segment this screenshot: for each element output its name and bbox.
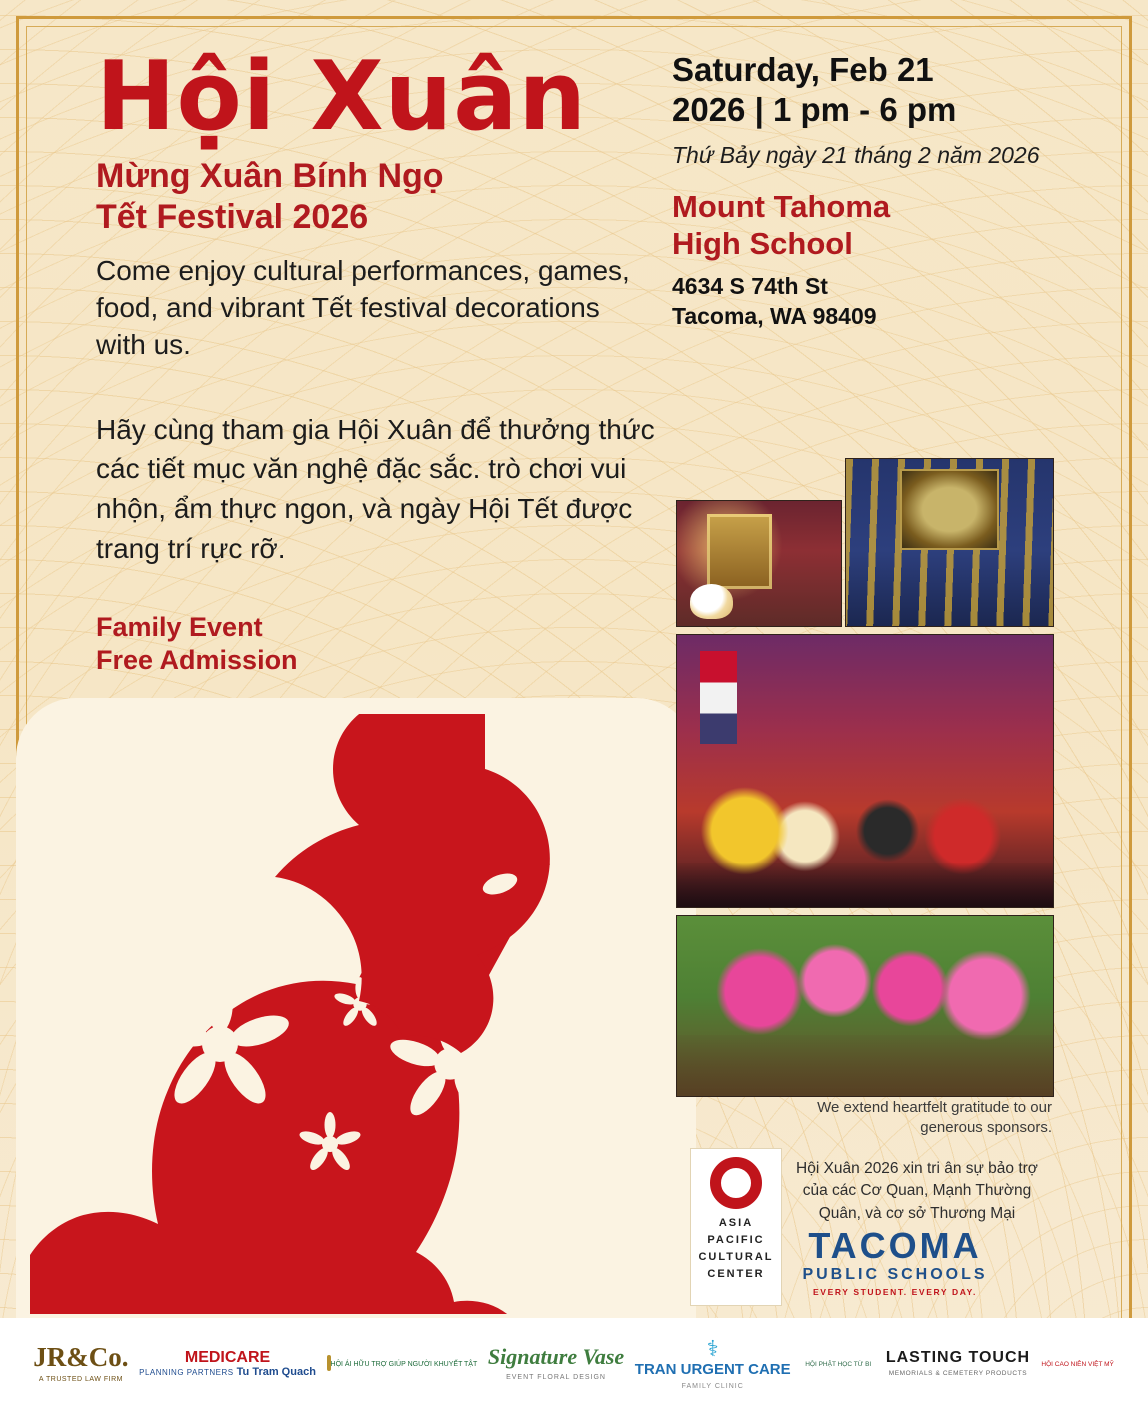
apcc-line-1: ASIA [718,1217,754,1229]
fan-dance-photo [676,915,1054,1097]
sponsor-thanks-english: We extend heartfelt gratitude to our generous sponsors. [817,1099,1052,1137]
lion-dance-stage-photo [676,634,1054,908]
sponsor-7-caption: MEMORIALS & CEMETERY PRODUCTS [888,1370,1028,1378]
sponsor-logo-tran-urgent-care [635,1336,791,1392]
sponsor-thanks-vietnamese: Hội Xuân 2026 xin tri ân sự bảo trợ của các Cơ Quan, Mạnh Thường Quân, và cơ sở Thương Mại [796,1160,1038,1222]
admission-note [96,611,666,679]
apcc-line-3: CULTURAL [698,1251,774,1264]
poster-left-column [96,42,666,678]
sponsor-3-caption: HỘI ÁI HỮU TRỢ GIÚP NGƯỜI KHUYẾT TẬT [330,1361,478,1369]
tacoma-public-schools-logo [800,1225,990,1297]
apcc-line-2: PACIFIC [707,1234,765,1247]
tacoma-tagline: EVERY STUDENT. EVERY DAY. [813,1287,977,1297]
sponsor-4-mark: Signature Vase [487,1344,625,1370]
sponsor-logo-jrco [33,1343,128,1386]
address-line-1: 4634 S 74th St [672,273,828,300]
subtitle-line-1: Mừng Xuân Bính Ngọ [96,156,444,195]
page-title: Hội Xuân [96,42,588,152]
apcc-ring-icon [710,1157,762,1209]
venue-line-2: High School [672,226,853,262]
tacoma-name: TACOMA [808,1225,982,1266]
sponsor-logo-lasting-touch [886,1349,1030,1380]
sponsor-logo-hoi-phat-hoc [801,1357,875,1370]
subtitle-line-2: Tết Festival 2026 [96,198,369,237]
free-admission-label: Free Admission [96,645,298,676]
tacoma-subtitle: PUBLIC SCHOOLS [802,1266,988,1283]
sponsor-logo-medicare-planning-partners [139,1349,316,1380]
apcc-line-4: CENTER [707,1268,765,1281]
sponsor-1-caption: A TRUSTED LAW FIRM [38,1376,123,1384]
event-date [672,50,1052,129]
event-date-line-1: Saturday, Feb 21 [672,51,934,88]
venue-address [672,272,1052,332]
asia-pacific-cultural-center-logo [690,1148,782,1306]
venue-line-1: Mount Tahoma [672,188,891,224]
sponsor-5-mark: TRAN URGENT CARE [634,1361,791,1379]
sponsor-logo-strip [0,1318,1148,1410]
sponsor-7-mark: LASTING TOUCH [885,1348,1031,1366]
sponsor-2-caption: PLANNING PARTNERS [139,1368,234,1378]
description-english: Come enjoy cultural performances, games, food, and vibrant Tết festival decorations with us. [96,254,630,360]
sponsor-8-caption: HỘI CAO NIÊN VIỆT MỸ [1041,1361,1114,1369]
poster-subtitle [96,156,666,239]
poster-right-column [672,50,1052,332]
altar-shrine-photo [676,500,842,627]
event-date-line-2: 2026 | 1 pm - 6 pm [672,90,957,128]
red-horse-illustration [30,714,670,1314]
sponsor-4-caption: EVENT FLORAL DESIGN [506,1373,606,1381]
sponsor-2-mark: MEDICARE [184,1348,271,1366]
sponsor-1-mark: JR&Co. [33,1341,129,1372]
sponsor-2-caption-2: Tu Tram Quach [236,1366,316,1379]
sponsor-logo-hoi-cao-nien [1041,1357,1115,1370]
sponsor-6-caption: HỘI PHẬT HỌC TỪ BI [805,1361,872,1369]
family-event-label: Family Event [96,611,263,642]
flag-ceremony-photo [845,458,1054,627]
venue-name [672,188,1052,262]
description-vietnamese: Hãy cùng tham gia Hội Xuân để thưởng thức các tiết mục văn nghệ đặc sắc. trò chơi vui nhộn, ẩm thực ngon, và ngày Hội Tết được trang trí rực rỡ. [96,413,655,564]
sponsor-logo-signature-vase [488,1345,624,1382]
sponsor-logo-hoi-ai-huu [327,1357,478,1370]
sponsor-5-caption: FAMILY CLINIC [681,1382,744,1390]
event-date-vietnamese: Thứ Bảy ngày 21 tháng 2 năm 2026 [672,142,1040,169]
medical-cross-icon: ⚕ [706,1335,719,1361]
address-line-2: Tacoma, WA 98409 [672,303,877,330]
